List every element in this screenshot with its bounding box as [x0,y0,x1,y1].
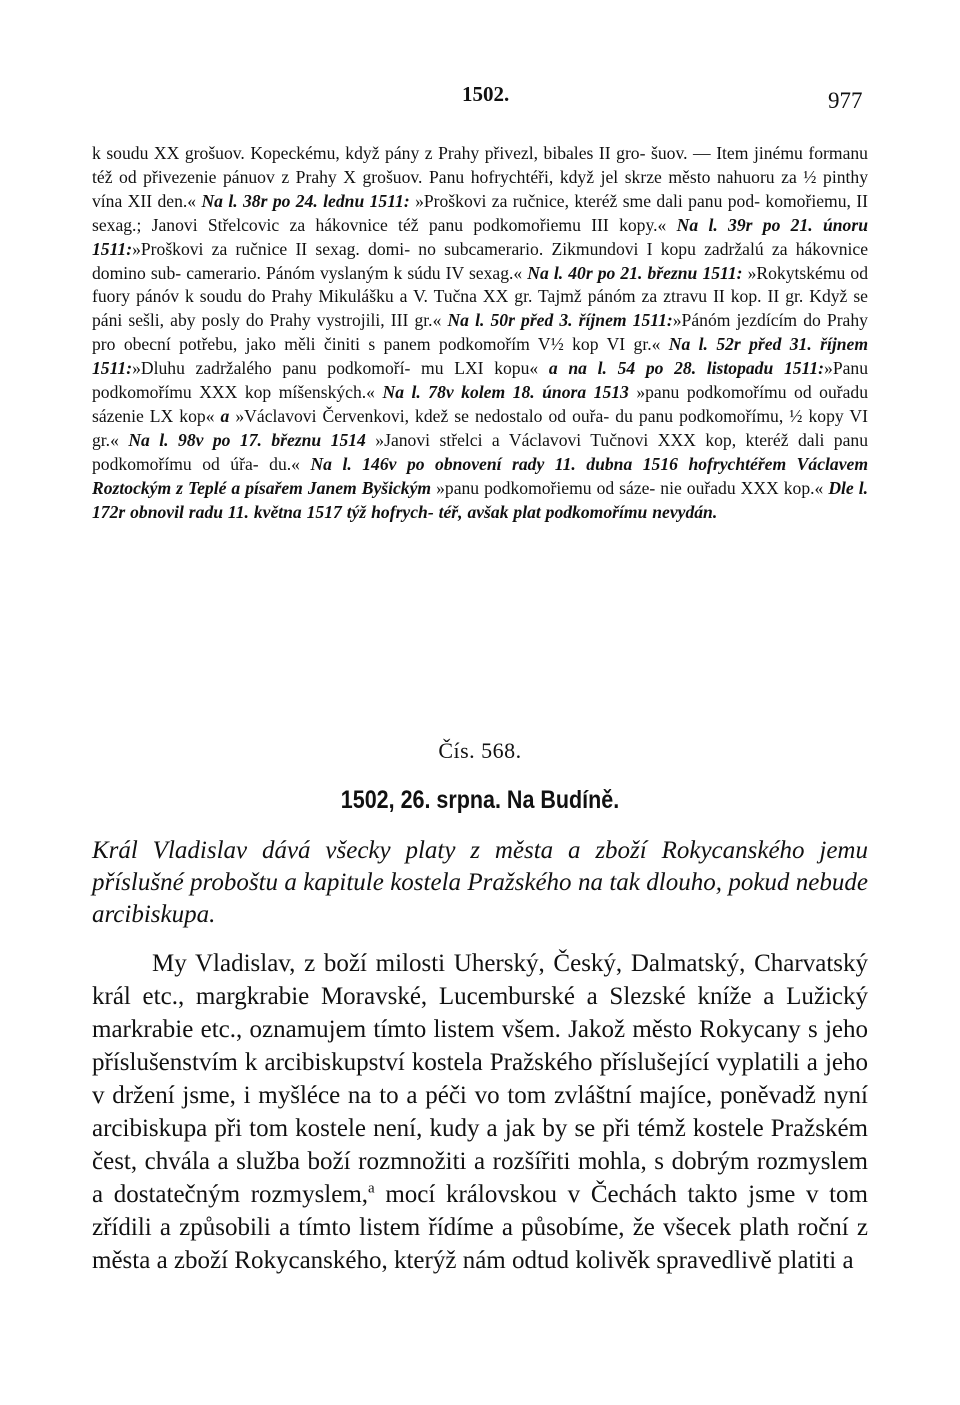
folio-reference: Na l. 146v po obnovení rady 11. dubna 1516 hofrychtéřem Václavem [299,453,868,474]
folio-reference: Na l. 40r po 21. březnu [522,262,698,283]
note-line: du.« [269,453,300,474]
note-line: kop míšenských.« [244,382,375,403]
page-number: 977 [828,88,863,113]
note-line: do Prahy pro obecní potřebu, jako měli činiti s panem podkomořím V½ kop [92,310,868,355]
folio-reference: Na l. 78v kolem 18. února 1513 [374,382,629,403]
folio-reference: 1511: [702,262,743,283]
note-line: »panu podkomořímu od [628,382,812,403]
running-head-year: 1502. [462,82,510,106]
note-line: camerario. Pánóm vyslaným k súdu IV sexag.« [186,262,523,283]
note-line: III kopy.« [591,214,667,235]
note-line: »Proškovi za ručnice II sexag. domi- [132,238,411,259]
note-line: »panu podkomořiemu od sáze- [431,477,656,498]
folio-reference: Dle l. 172r obnovil radu 11. května 1517 týž hofrych- [92,477,868,522]
note-line: ouřadu sázenie LX kop« [92,382,868,426]
note-line: komořiemu, II sexag.; Janovi Střelcovic za hákovnice též panu podkomořiemu [92,190,868,235]
note-line: VI gr.« [606,334,661,355]
note-line: »Panu podkomořímu XXX [92,358,869,403]
note-line: XX gr. Tajmž pánóm za ztravu II kop. II gr. Když se páni sešli, aby posly [92,286,868,331]
folio-reference: Na l. 52r před 31. říjnem 1511: [92,334,869,379]
note-line: »Proškovi za ručnice, kteréž sme dali panu pod- [409,190,760,211]
note-line: du panu podkomořímu, ½ kopy VI gr.« [92,405,868,450]
note-line: střelci a Václavovi Tučnovi XXX kop, kteréž dali panu podkomořímu od úřa- [92,429,869,474]
folio-reference: Na l. 39r po 21. únoru 1511: [92,214,868,259]
charter-text-part: My Vladislav, z boží milosti Uherský, Český, Dalmatský, Charvatský král etc., margkrabie Moravské, Lucemburské a Slezské kníže a Lužický markrabie etc., oznamujem tímto listem všem. Jakož město Rokycany s jeho příslušenstvím k arcibiskupství kostela Pražského příslušející vyplatili a jeho v držení jsme, i myšléce na to a péči vo tom zvláštní majíce, poněvadž nyní arcibiskupa při tom kostele není, kudy a jak by se při témž kostele Pražském čest, chvála a služba boží rozmnožiti a rozšířiti mohla, s dobrým rozmyslem a dostatečným rozmyslem, [92,950,868,1208]
note-line: »Dluhu zadržalého panu podkomoří- [132,358,411,379]
folio-reference: a na l. 54 po 28. listopadu 1511: [538,358,825,379]
note-line: »Václavovi Červenkovi, kdež se nedostalo od ouřa- [229,405,610,426]
footnote-marker: a [368,1180,375,1197]
note-line: »Rokytskému od fuory pánóv k soudu do Prahy Mikulášku a V. Tučna [92,262,869,307]
folio-reference: Roztockým z Teplé a písařem Janem Byšickým [92,477,432,498]
folio-reference: Na l. 50r před 3. říjnem 1511: [441,310,673,331]
folio-reference: Na l. 38r po 24. lednu 1511: [201,190,410,211]
document-regest: Král Vladislav dává všecky platy z města a zboží Rokycanského jemu příslušné proboštu a kapitule kostela Pražského na tak dlouho, pokud nebude arcibiskupa. [92,837,868,928]
note-line: šuov. — Item jinému formanu též od přivezenie pánuov z Prahy X grošuov. [92,143,868,187]
charter-text-part: mocí královskou v Čechách takto jsme v tom zřídili a způsobili a tímto listem řídíme a působíme, že všecek plath roční z města a zboží Rokycanského, kterýž nám odtud kolivěk spravedlivě platiti a [92,1181,868,1274]
note-line: mu LXI kopu« [421,358,539,379]
note-line: Panu hofrychtéři, když jel skrze město nahuoru za ½ pinthy vína XII den.« [92,166,868,211]
document-date-place: 1502, 26. srpna. Na Budíně. [340,786,620,814]
folio-reference: Na l. 98v po 17. březnu 1514 [118,429,366,450]
note-line: »Pánóm jezdícím [672,310,798,331]
running-head [0,82,960,122]
footnote-paragraph [92,142,868,525]
note-line: »Janovi [365,429,431,450]
note-line: k soudu XX grošuov. Kopeckému, když pány z Prahy přivezl, bibales II gro- [92,143,646,163]
charter-text [92,947,868,1277]
note-line: nie ouřadu XXX kop.« [660,477,824,498]
folio-reference: a [214,405,230,426]
document-number: Čís. 568. [438,738,522,763]
folio-reference: téř, avšak plat podkomořímu nevydán. [438,501,718,522]
note-line: do Prahy vystrojili, III gr.« [245,310,442,331]
note-line: no subcamerario. Zikmundovi I kopu zadržalú za hákovnice domino sub- [92,238,869,283]
